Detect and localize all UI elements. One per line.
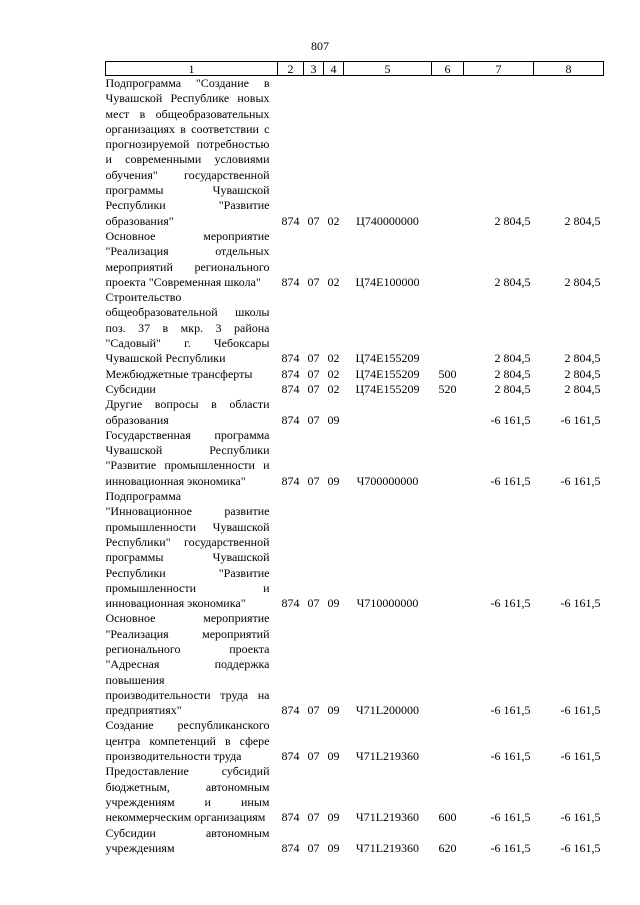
amount-column-8: -6 161,5 (560, 596, 601, 611)
section-code: 07 (307, 749, 320, 764)
section-code: 07 (307, 412, 320, 427)
target-article-code: Ч700000000 (356, 473, 419, 488)
expense-type-code (432, 229, 464, 290)
expense-type-code: 600 (438, 810, 457, 825)
amount-column-7: 2 804,5 (494, 351, 531, 366)
target-article-code: Ч71L219360 (355, 749, 420, 764)
target-article-code: Ч71L219360 (355, 810, 420, 825)
ministry-code: 874 (281, 274, 300, 289)
amount-column-7: 2 804,5 (494, 381, 531, 396)
subsection-code: 09 (327, 703, 340, 718)
amount-column-8: -6 161,5 (560, 749, 601, 764)
subsection-code: 09 (327, 596, 340, 611)
amount-column-8: -6 161,5 (560, 840, 601, 855)
amount-column-7: 2 804,5 (494, 213, 531, 228)
table-row (106, 382, 604, 397)
target-article-code: Ц74Е100000 (355, 274, 420, 289)
column-number-row (106, 62, 604, 76)
ministry-code: 874 (281, 351, 300, 366)
row-name: Государственная программа Чувашской Республики "Развитие промышленности и инновационная экономика" (105, 427, 270, 488)
row-name: Межбюджетные трансферты (105, 366, 253, 381)
subsection-code: 02 (327, 366, 340, 381)
amount-column-7: 2 804,5 (494, 274, 531, 289)
amount-column-8: 2 804,5 (564, 366, 601, 381)
amount-column-8: 2 804,5 (564, 381, 601, 396)
subsection-code: 02 (327, 381, 340, 396)
table-row (106, 489, 604, 611)
section-code: 07 (307, 840, 320, 855)
amount-column-7: -6 161,5 (490, 703, 531, 718)
row-name: Другие вопросы в области образования (105, 397, 270, 427)
table-row (106, 290, 604, 366)
amount-column-8: -6 161,5 (560, 703, 601, 718)
amount-column-8: 2 804,5 (564, 274, 601, 289)
section-code: 07 (307, 473, 320, 488)
ministry-code: 874 (281, 412, 300, 427)
amount-column-7: 2 804,5 (494, 366, 531, 381)
amount-column-8: -6 161,5 (560, 412, 601, 427)
subsection-code: 09 (327, 810, 340, 825)
subsection-code: 09 (327, 840, 340, 855)
amount-column-7: -6 161,5 (490, 473, 531, 488)
table-row (106, 826, 604, 857)
target-article-code: Ц74Е155209 (355, 351, 420, 366)
ministry-code: 874 (281, 703, 300, 718)
table-row (106, 76, 604, 229)
target-article-code: Ц740000000 (356, 213, 419, 228)
row-name: Субсидии автономным учреждениям (105, 825, 270, 855)
subsection-code: 09 (327, 412, 340, 427)
expense-type-code: 500 (438, 366, 457, 381)
budget-table (105, 61, 604, 856)
expense-type-code (432, 290, 464, 366)
row-name: Подпрограмма "Создание в Чувашской Республике новых мест в общеобразовательных организациях в соответствии с прогнозируемой потребностью и современными условиями обучения" государственной программы Чувашской Республики "Развитие образования" (105, 76, 270, 228)
subsection-code: 02 (327, 274, 340, 289)
amount-column-7: -6 161,5 (490, 596, 531, 611)
amount-column-8: -6 161,5 (560, 473, 601, 488)
row-name: Субсидии (105, 381, 156, 396)
column-header: 3 (304, 62, 324, 76)
section-code: 07 (307, 274, 320, 289)
table-row (106, 611, 604, 718)
table-body (106, 76, 604, 857)
subsection-code: 02 (327, 213, 340, 228)
expense-type-code (432, 428, 464, 489)
table-row (106, 367, 604, 382)
target-article-code: Ц74Е155209 (355, 381, 420, 396)
section-code: 07 (307, 213, 320, 228)
target-article-code: Ч71L219360 (355, 840, 420, 855)
column-header: 2 (278, 62, 304, 76)
table-row (106, 428, 604, 489)
section-code: 07 (307, 596, 320, 611)
ministry-code: 874 (281, 840, 300, 855)
expense-type-code: 520 (438, 381, 457, 396)
target-article-code: Ч710000000 (356, 596, 419, 611)
row-name: Подпрограмма "Инновационное развитие промышленности Чувашской Республики" государственной программы Чувашской Республики "Развитие промышленности и инновационная экономика" (105, 489, 270, 611)
target-article-code: Ц74Е155209 (355, 366, 420, 381)
ministry-code: 874 (281, 749, 300, 764)
ministry-code: 874 (281, 381, 300, 396)
row-name: Предоставление субсидий бюджетным, автономным учреждениям и иным некоммерческим организациям (105, 764, 270, 825)
subsection-code: 09 (327, 473, 340, 488)
amount-column-8: 2 804,5 (564, 351, 601, 366)
column-header: 8 (534, 62, 604, 76)
ministry-code: 874 (281, 473, 300, 488)
expense-type-code (432, 718, 464, 764)
column-header: 4 (324, 62, 344, 76)
subsection-code: 09 (327, 749, 340, 764)
amount-column-7: -6 161,5 (490, 810, 531, 825)
amount-column-7: -6 161,5 (490, 412, 531, 427)
table-row (106, 397, 604, 428)
expense-type-code: 620 (438, 840, 457, 855)
section-code: 07 (307, 381, 320, 396)
section-code: 07 (307, 703, 320, 718)
amount-column-7: -6 161,5 (490, 840, 531, 855)
page-number: 807 (311, 39, 329, 53)
expense-type-code (432, 76, 464, 229)
ministry-code: 874 (281, 596, 300, 611)
section-code: 07 (307, 366, 320, 381)
ministry-code: 874 (281, 810, 300, 825)
row-name: Строительство общеобразовательной школы поз. 37 в мкр. 3 района "Садовый" г. Чебоксары Чувашской Республики (105, 290, 270, 366)
expense-type-code (432, 397, 464, 428)
amount-column-7: -6 161,5 (490, 749, 531, 764)
section-code: 07 (307, 810, 320, 825)
ministry-code: 874 (281, 366, 300, 381)
expense-type-code (432, 611, 464, 718)
column-header: 5 (344, 62, 432, 76)
column-header: 1 (106, 62, 278, 76)
row-name: Основное мероприятие "Реализация отдельных мероприятий регионального проекта "Современная школа" (105, 228, 270, 289)
section-code: 07 (307, 351, 320, 366)
table-row (106, 718, 604, 764)
row-name: Основное мероприятие "Реализация мероприятий регионального проекта "Адресная поддержка повышения производительности труда на предприятиях" (105, 611, 270, 718)
row-name: Создание республиканского центра компетенций в сфере производительности труда (105, 718, 270, 764)
table-row (106, 229, 604, 290)
ministry-code: 874 (281, 213, 300, 228)
table-row (106, 764, 604, 825)
column-header: 7 (464, 62, 534, 76)
target-article-code: Ч71L200000 (355, 703, 420, 718)
subsection-code: 02 (327, 351, 340, 366)
amount-column-8: -6 161,5 (560, 810, 601, 825)
expense-type-code (432, 489, 464, 611)
column-header: 6 (432, 62, 464, 76)
target-article-code (344, 397, 432, 428)
amount-column-8: 2 804,5 (564, 213, 601, 228)
